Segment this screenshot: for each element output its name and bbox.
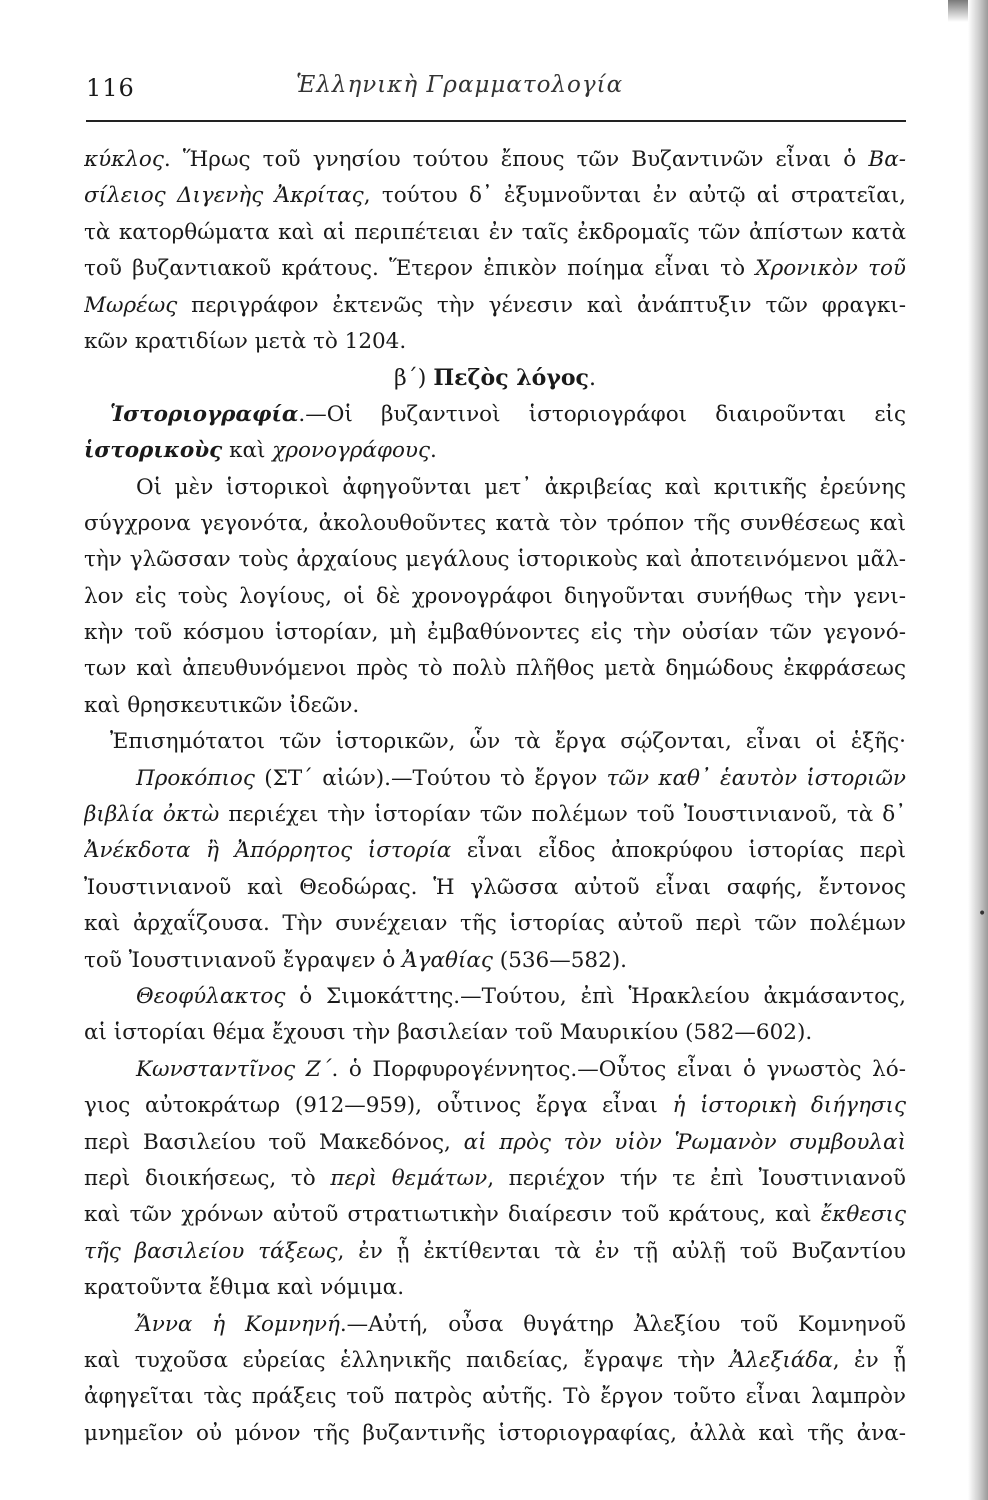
text-segment: Θεοφύλακτος xyxy=(136,983,286,1009)
text-line xyxy=(84,797,906,833)
text-segment: Ἄννα ἡ Κομνηνή xyxy=(136,1311,340,1337)
text-line xyxy=(84,1125,906,1161)
text-segment: Ἱστοριογραφία xyxy=(110,401,299,427)
text-segment: Ἰουστινιανοῦ καὶ Θεοδώρας. Ἡ γλῶσσα αὐτοῦ εἶναι σαφής, ἔντονος xyxy=(84,874,906,900)
text-line xyxy=(84,142,906,178)
text-segment: ἔκθεσις xyxy=(820,1202,906,1228)
text-segment: Βα- xyxy=(868,147,906,172)
text-segment: ἀφηγεῖται τὰς πράξεις τοῦ πατρὸς αὐτῆς. Τὸ ἔργον τοῦτο εἶναι λαμπρὸν xyxy=(84,1384,906,1410)
text-segment: (536—582). xyxy=(492,947,627,973)
text-segment: . xyxy=(430,438,437,464)
text-segment: . xyxy=(588,366,596,392)
text-line xyxy=(84,870,906,906)
text-segment: Ἀγαθίας xyxy=(402,947,493,973)
text-line xyxy=(84,1015,906,1051)
text-line xyxy=(84,1270,906,1306)
text-segment: , ἐν ᾗ ἐκτίθενται τὰ ἐν τῇ αὐλῇ τοῦ Βυζαντίου xyxy=(337,1238,906,1264)
text-segment: περὶ θεμάτων xyxy=(330,1165,488,1191)
text-segment: κῶν κρατιδίων μετὰ τὸ 1204. xyxy=(84,328,407,354)
page-number: 116 xyxy=(86,74,135,102)
text-segment: β΄) xyxy=(394,366,434,392)
text-line xyxy=(84,943,906,979)
text-line xyxy=(84,615,906,651)
text-segment: χρονογράφους xyxy=(272,438,431,464)
text-segment: .—Οἱ βυζαντινοὶ ἱστοριογράφοι διαιροῦνται εἰς xyxy=(298,401,906,427)
text-segment: κρατοῦντα ἔθιμα καὶ νόμιμα. xyxy=(84,1275,405,1301)
text-segment: Ἀλεξιάδα xyxy=(729,1347,833,1373)
text-segment: (ΣΤ΄ αἰών).—Τούτου τὸ ἔργον xyxy=(254,765,607,791)
text-line xyxy=(84,906,906,942)
text-line xyxy=(84,178,906,214)
text-segment: περιέχει τὴν ἱστορίαν τῶν πολέμων τοῦ Ἰουστινιανοῦ, τὰ δ᾽ xyxy=(219,802,906,828)
text-line xyxy=(84,1234,906,1270)
text-segment: Χρονικὸν τοῦ xyxy=(755,256,906,282)
text-segment: σύγχρονα γεγονότα, ἀκολουθοῦντες κατὰ τὸν τρόπον τῆς συνθέσεως καὶ xyxy=(84,510,906,536)
text-segment: καὶ ἀρχαΐζουσα. Τὴν συνέχειαν τῆς ἱστορίας αὐτοῦ περὶ τῶν πολέμων xyxy=(84,911,906,937)
text-segment: , περιέχον τήν τε ἐπὶ Ἰουστινιανοῦ xyxy=(487,1165,906,1191)
running-title: Ἑλληνικὴ Γραμματολογία xyxy=(296,72,624,98)
text-segment: τὰ κατορθώματα καὶ αἱ περιπέτειαι ἐν ταῖς ἐκδρομαῖς τῶν ἀπίστων κατὰ xyxy=(84,219,906,245)
text-line xyxy=(84,360,906,396)
text-line xyxy=(84,251,906,287)
text-line xyxy=(84,324,906,360)
margin-mark: • xyxy=(978,906,987,922)
text-line xyxy=(84,1052,906,1088)
text-line xyxy=(84,433,906,469)
text-line xyxy=(84,397,906,433)
text-segment: εἶναι εἶδος ἀποκρύφου ἱστορίας περὶ xyxy=(451,838,906,864)
text-line xyxy=(84,724,906,760)
text-segment: τῆς βασιλείου τάξεως xyxy=(84,1238,338,1264)
text-line xyxy=(84,833,906,869)
text-segment: σίλειος Διγενὴς Ἀκρίτας xyxy=(84,183,364,209)
text-segment: καὶ τῶν χρόνων αὐτοῦ στρατιωτικὴν διαίρεσιν τοῦ κράτους, καὶ xyxy=(84,1202,821,1228)
text-line xyxy=(84,1307,906,1343)
text-line xyxy=(84,506,906,542)
text-segment: Πεζὸς λόγος xyxy=(433,365,589,392)
text-segment: ἡ ἱστορικὴ διήγησις xyxy=(672,1093,906,1119)
header-rule xyxy=(86,120,906,122)
text-segment: ὁ Σιμοκάττης.—Τούτου, ἐπὶ Ἡρακλείου ἀκμάσαντος, xyxy=(285,983,906,1009)
text-segment: μνημεῖον οὐ μόνον τῆς βυζαντινῆς ἱστοριογραφίας, ἀλλὰ καὶ τῆς ἀνα- xyxy=(84,1420,906,1446)
text-segment: . ὁ Πορφυρογέννητος.—Οὗτος εἶναι ὁ γνωστὸς λό- xyxy=(331,1056,906,1082)
text-line xyxy=(84,288,906,324)
text-segment: καὶ τυχοῦσα εὐρείας ἑλληνικῆς παιδείας, ἔγραψε τὴν xyxy=(84,1347,730,1373)
text-segment: , ἐν ᾗ xyxy=(832,1347,906,1373)
text-segment: περιγράφον ἐκτενῶς τὴν γένεσιν καὶ ἀνάπτυξιν τῶν φραγκι- xyxy=(177,292,906,318)
text-segment: αἱ ἱστορίαι θέμα ἔχουσι τὴν βασιλείαν τοῦ Μαυρικίου (582—602). xyxy=(84,1020,813,1046)
text-line xyxy=(84,1379,906,1415)
text-line xyxy=(84,1197,906,1233)
text-line xyxy=(84,688,906,724)
text-segment: ἱστορικοὺς xyxy=(84,438,223,464)
text-line xyxy=(84,1416,906,1452)
text-line xyxy=(84,651,906,687)
text-segment: γιος αὐτοκράτωρ (912—959), οὗτινος ἔργα εἶναι xyxy=(84,1093,673,1119)
text-segment: τοῦ Ἰουστινιανοῦ ἔγραψεν ὁ xyxy=(84,947,403,973)
text-segment: τὴν γλῶσσαν τοὺς ἀρχαίους μεγάλους ἱστορικοὺς καὶ ἀποτεινόμενοι μᾶλ- xyxy=(84,547,906,573)
text-line xyxy=(84,1343,906,1379)
text-segment: καὶ θρησκευτικῶν ἰδεῶν. xyxy=(84,692,360,718)
body-text xyxy=(84,142,906,1452)
text-segment: κὴν τοῦ κόσμου ἱστορίαν, μὴ ἐμβαθύνοντες εἰς τὴν οὐσίαν τῶν γεγονό- xyxy=(84,620,906,646)
text-segment: . Ἥρως τοῦ γνησίου τούτου ἔπους τῶν Βυζαντινῶν εἶναι ὁ xyxy=(163,147,869,172)
text-segment: Προκόπιος xyxy=(136,765,255,791)
text-segment: Μωρέως xyxy=(84,292,178,318)
text-line xyxy=(84,1088,906,1124)
text-line xyxy=(84,215,906,251)
text-segment: κύκλος xyxy=(84,147,164,172)
text-segment: τοῦ βυζαντιακοῦ κράτους. Ἕτερον ἐπικὸν ποίημα εἶναι τὸ xyxy=(84,256,756,282)
text-segment: αἱ πρὸς τὸν υἱὸν Ῥωμανὸν συμβουλαὶ xyxy=(463,1129,906,1155)
text-segment: περὶ διοικήσεως, τὸ xyxy=(84,1165,331,1191)
text-segment: Ἀνέκδοτα ἢ Ἀπόρρητος ἱστορία xyxy=(84,838,452,864)
text-segment: Οἱ μὲν ἱστορικοὶ ἀφηγοῦνται μετ᾽ ἀκριβείας καὶ κριτικῆς ἐρεύνης xyxy=(136,474,906,500)
text-line xyxy=(84,979,906,1015)
text-segment: καὶ xyxy=(222,438,273,464)
text-segment: , τούτου δ᾽ ἐξυμνοῦνται ἐν αὐτῷ αἱ στρατεῖαι, xyxy=(363,183,906,209)
text-segment: των καὶ ἀπευθυνόμενοι πρὸς τὸ πολὺ πλῆθος μετὰ δημώδους ἐκφράσεως xyxy=(84,656,906,682)
text-segment: τῶν καθ᾽ ἑαυτὸν ἱστοριῶν xyxy=(606,765,906,791)
page-header xyxy=(86,68,906,108)
text-line xyxy=(84,542,906,578)
scan-page-edge xyxy=(968,0,988,1500)
text-segment: βιβλία ὀκτὼ xyxy=(84,802,220,828)
text-segment: Ἐπισημότατοι τῶν ἱστορικῶν, ὧν τὰ ἔργα σῴζονται, εἶναι οἱ ἑξῆς· xyxy=(110,729,906,755)
text-line xyxy=(84,470,906,506)
text-segment: λον εἰς τοὺς λογίους, οἱ δὲ χρονογράφοι διηγοῦνται συνήθως τὴν γενι- xyxy=(84,583,906,609)
text-line xyxy=(84,1161,906,1197)
text-segment: .—Αὐτή, οὖσα θυγάτηρ Ἀλεξίου τοῦ Κομνηνοῦ xyxy=(339,1311,906,1337)
text-line xyxy=(84,761,906,797)
text-line xyxy=(84,579,906,615)
text-segment: Κωνσταντῖνος Ζ΄ xyxy=(136,1056,332,1082)
text-segment: περὶ Βασιλείου τοῦ Μακεδόνος, xyxy=(84,1129,464,1155)
